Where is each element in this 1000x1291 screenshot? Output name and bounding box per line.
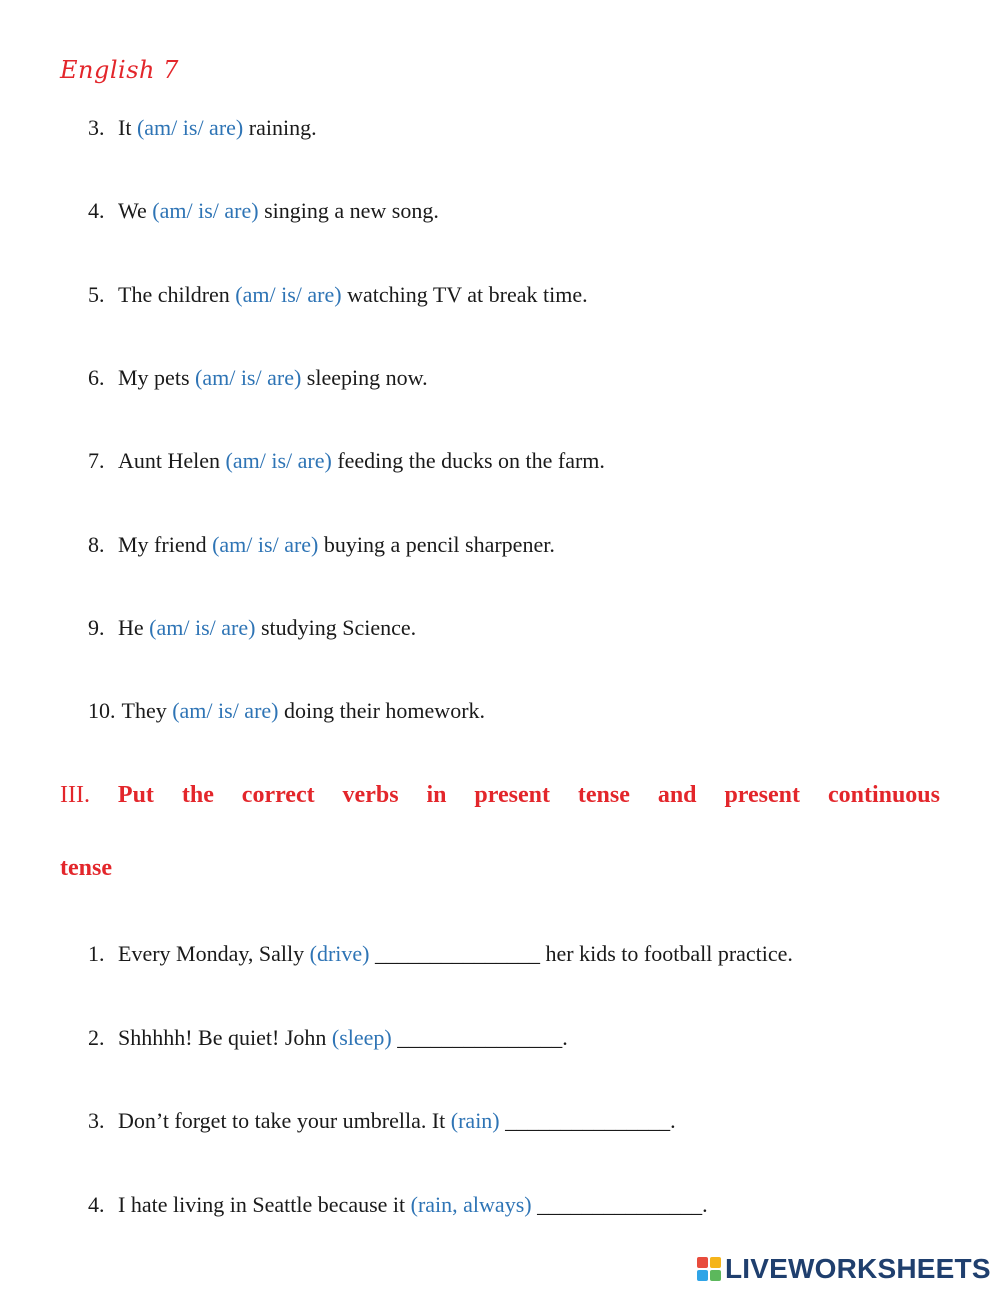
item-text-after: feeding the ducks on the farm. [337,448,605,473]
exercise-item-10 [88,697,485,725]
exercise-item-6 [88,364,428,392]
exercise-item-4 [88,197,439,225]
logo-mark-icon [697,1257,721,1281]
section-number: III. [60,782,90,808]
logo-square-blue [697,1270,708,1281]
item-number: 3. [88,1108,105,1133]
verb-exercise-item-3 [88,1107,676,1135]
item-number: 10. [88,698,116,723]
item-verb-hint: (rain) [450,1108,500,1133]
item-text-after: buying a pencil sharpener. [323,532,555,557]
item-options: (am/ is/ are) [172,698,279,723]
exercise-item-3 [88,114,317,142]
item-text-before: The children [118,282,230,307]
answer-blank[interactable]: _______________ [375,941,541,966]
item-text-after: her kids to football practice. [545,941,793,966]
verb-exercise-item-4 [88,1191,708,1219]
item-text-before: He [118,615,144,640]
item-text-before: They [121,698,167,723]
item-text-after: watching TV at break time. [347,282,588,307]
item-text-after: . [670,1108,676,1133]
item-number: 3. [88,115,105,140]
logo-square-red [697,1257,708,1268]
section-heading [60,780,940,810]
item-text-before: It [118,115,132,140]
item-text-before: Every Monday, Sally [118,941,305,966]
section-heading-continued: tense [60,855,112,881]
item-options: (am/ is/ are) [152,198,259,223]
item-text-after: raining. [248,115,317,140]
answer-blank[interactable]: _______________ [537,1192,703,1217]
item-options: (am/ is/ are) [136,115,244,140]
logo-square-green [710,1270,721,1281]
exercise-item-7 [88,447,605,475]
item-text-before: Shhhhh! Be quiet! John [118,1025,327,1050]
item-options: (am/ is/ are) [212,532,319,557]
item-text-before: Aunt Helen [118,448,221,473]
item-number: 4. [88,198,105,223]
exercise-item-8 [88,531,555,559]
verb-exercise-item-1 [88,940,793,968]
logo-text: LIVEWORKSHEETS [725,1253,991,1284]
item-number: 1. [88,941,105,966]
exercise-item-9 [88,614,416,642]
exercise-item-5 [88,281,588,309]
item-number: 5. [88,282,105,307]
item-text-before: Don’t forget to take your umbrella. It [118,1108,446,1133]
section-heading-text: Put the correct verbs in present tense and present continuous [117,782,940,808]
item-number: 6. [88,365,105,390]
answer-blank[interactable]: _______________ [505,1108,671,1133]
item-number: 9. [88,615,105,640]
item-number: 4. [88,1192,105,1217]
item-number: 7. [88,448,105,473]
item-verb-hint: (drive) [309,941,370,966]
item-number: 8. [88,532,105,557]
item-text-after: sleeping now. [306,365,428,390]
item-text-before: My friend [118,532,207,557]
item-text-before: We [118,198,147,223]
item-text-before: My pets [118,365,190,390]
item-verb-hint: (rain, always) [410,1192,532,1217]
liveworksheets-logo[interactable] [697,1252,991,1286]
item-text-after: singing a new song. [264,198,439,223]
logo-square-yellow [710,1257,721,1268]
item-text-after: doing their homework. [284,698,486,723]
verb-exercise-item-2 [88,1024,568,1052]
item-options: (am/ is/ are) [149,615,256,640]
item-options: (am/ is/ are) [195,365,302,390]
answer-blank[interactable]: _______________ [397,1025,563,1050]
item-verb-hint: (sleep) [331,1025,392,1050]
item-text-after: . [702,1192,708,1217]
item-options: (am/ is/ are) [225,448,332,473]
item-text-before: I hate living in Seattle because it [118,1192,406,1217]
item-number: 2. [88,1025,105,1050]
item-text-after: . [562,1025,568,1050]
item-options: (am/ is/ are) [235,282,342,307]
page-header-title: English 7 [60,56,179,84]
item-text-after: studying Science. [260,615,417,640]
